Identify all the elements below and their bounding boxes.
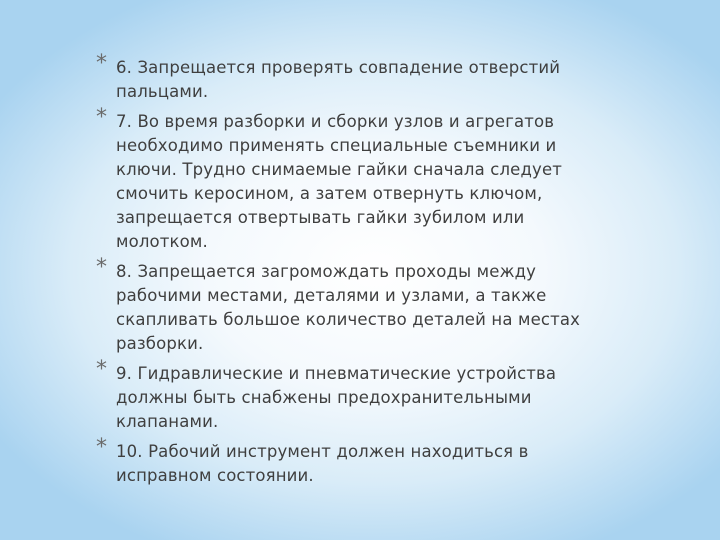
bullet-marker: * xyxy=(96,105,108,130)
list-item xyxy=(96,255,616,356)
bullet-marker: * xyxy=(96,255,108,280)
list-item xyxy=(96,51,616,104)
list-item xyxy=(96,357,616,434)
bullet-marker: * xyxy=(96,357,108,382)
list-item-text: 9. Гидравлические и пневматические устройства должны быть снабжены предохранительными клапанами. xyxy=(116,364,557,431)
list-item-text: 6. Запрещается проверять совпадение отверстий пальцами. xyxy=(116,58,561,101)
bullet-marker: * xyxy=(96,435,108,460)
list-item-text: 7. Во время разборки и сборки узлов и агрегатов необходимо применять специальные съемники и ключи. Трудно снимаемые гайки сначала следует смочить керосином, а затем отвернуть ключом, запрещается отвертывать гайки зубилом или молотком. xyxy=(116,112,563,251)
bullet-marker: * xyxy=(96,51,108,76)
bullet-list xyxy=(96,51,616,494)
list-item-text: 8. Запрещается загромождать проходы между рабочими местами, деталями и узлами, а также скапливать большое количество деталей на местах разборки. xyxy=(116,262,581,353)
list-item-text: 10. Рабочий инструмент должен находиться в исправном состоянии. xyxy=(116,442,529,485)
list-item xyxy=(96,435,616,488)
list-item xyxy=(96,105,616,254)
